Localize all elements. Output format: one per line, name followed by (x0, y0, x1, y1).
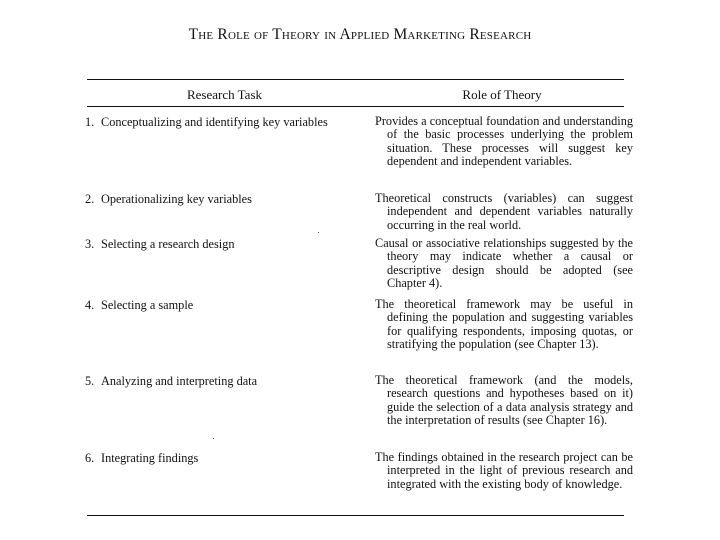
table-bottom-rule (87, 515, 624, 516)
column-header-research-task: Research Task (186, 87, 263, 102)
research-task-text: Integrating findings (101, 451, 199, 465)
role-of-theory-cell: The findings obtained in the research project can be interpreted in the light of previous research and integrated with the existing body of knowledge. (375, 450, 633, 491)
research-task-cell (85, 237, 370, 252)
research-task-cell (85, 298, 370, 313)
research-task-cell (85, 451, 370, 466)
table-top-rule (87, 79, 624, 80)
role-of-theory-cell: Provides a conceptual foundation and understanding of the basic processes underlying the problem situation. These processes will suggest key dependent and independent variables. (375, 114, 633, 169)
research-task-text: Operationalizing key variables (101, 192, 252, 206)
row-number: 3. (85, 237, 95, 251)
scan-speck (318, 232, 319, 233)
row-number: 6. (85, 451, 95, 465)
role-of-theory-cell: The theoretical framework may be useful in defining the population and suggesting variables for qualifying respondents, imposing quotas, or stratifying the population (see Chapter 13). (375, 297, 633, 352)
table-header-rule (87, 106, 624, 107)
research-task-text: Selecting a research design (101, 237, 235, 251)
research-task-text: Selecting a sample (101, 298, 194, 312)
role-of-theory-cell: Theoretical constructs (variables) can suggest independent and dependent variables naturally occurring in the real world. (375, 191, 633, 232)
column-header-role-of-theory: Role of Theory (462, 87, 542, 102)
role-of-theory-cell: The theoretical framework (and the models, research questions and hypotheses based on it) guide the selection of a data analysis strategy and the interpretation of results (see Chapter 16). (375, 373, 633, 428)
row-number: 5. (85, 374, 95, 388)
row-number: 2. (85, 192, 95, 206)
row-number: 1. (85, 115, 95, 129)
scan-speck (213, 438, 214, 439)
row-number: 4. (85, 298, 95, 312)
research-task-cell (85, 374, 370, 389)
research-task-cell (85, 115, 370, 130)
role-of-theory-cell: Causal or associative relationships suggested by the theory may indicate whether a causal or descriptive design should be adopted (see Chapter 4). (375, 236, 633, 291)
research-task-cell (85, 192, 370, 207)
page-title: The Role of Theory in Applied Marketing Research (188, 26, 532, 43)
research-task-text: Analyzing and interpreting data (101, 374, 258, 388)
research-task-text: Conceptualizing and identifying key variables (101, 115, 328, 129)
